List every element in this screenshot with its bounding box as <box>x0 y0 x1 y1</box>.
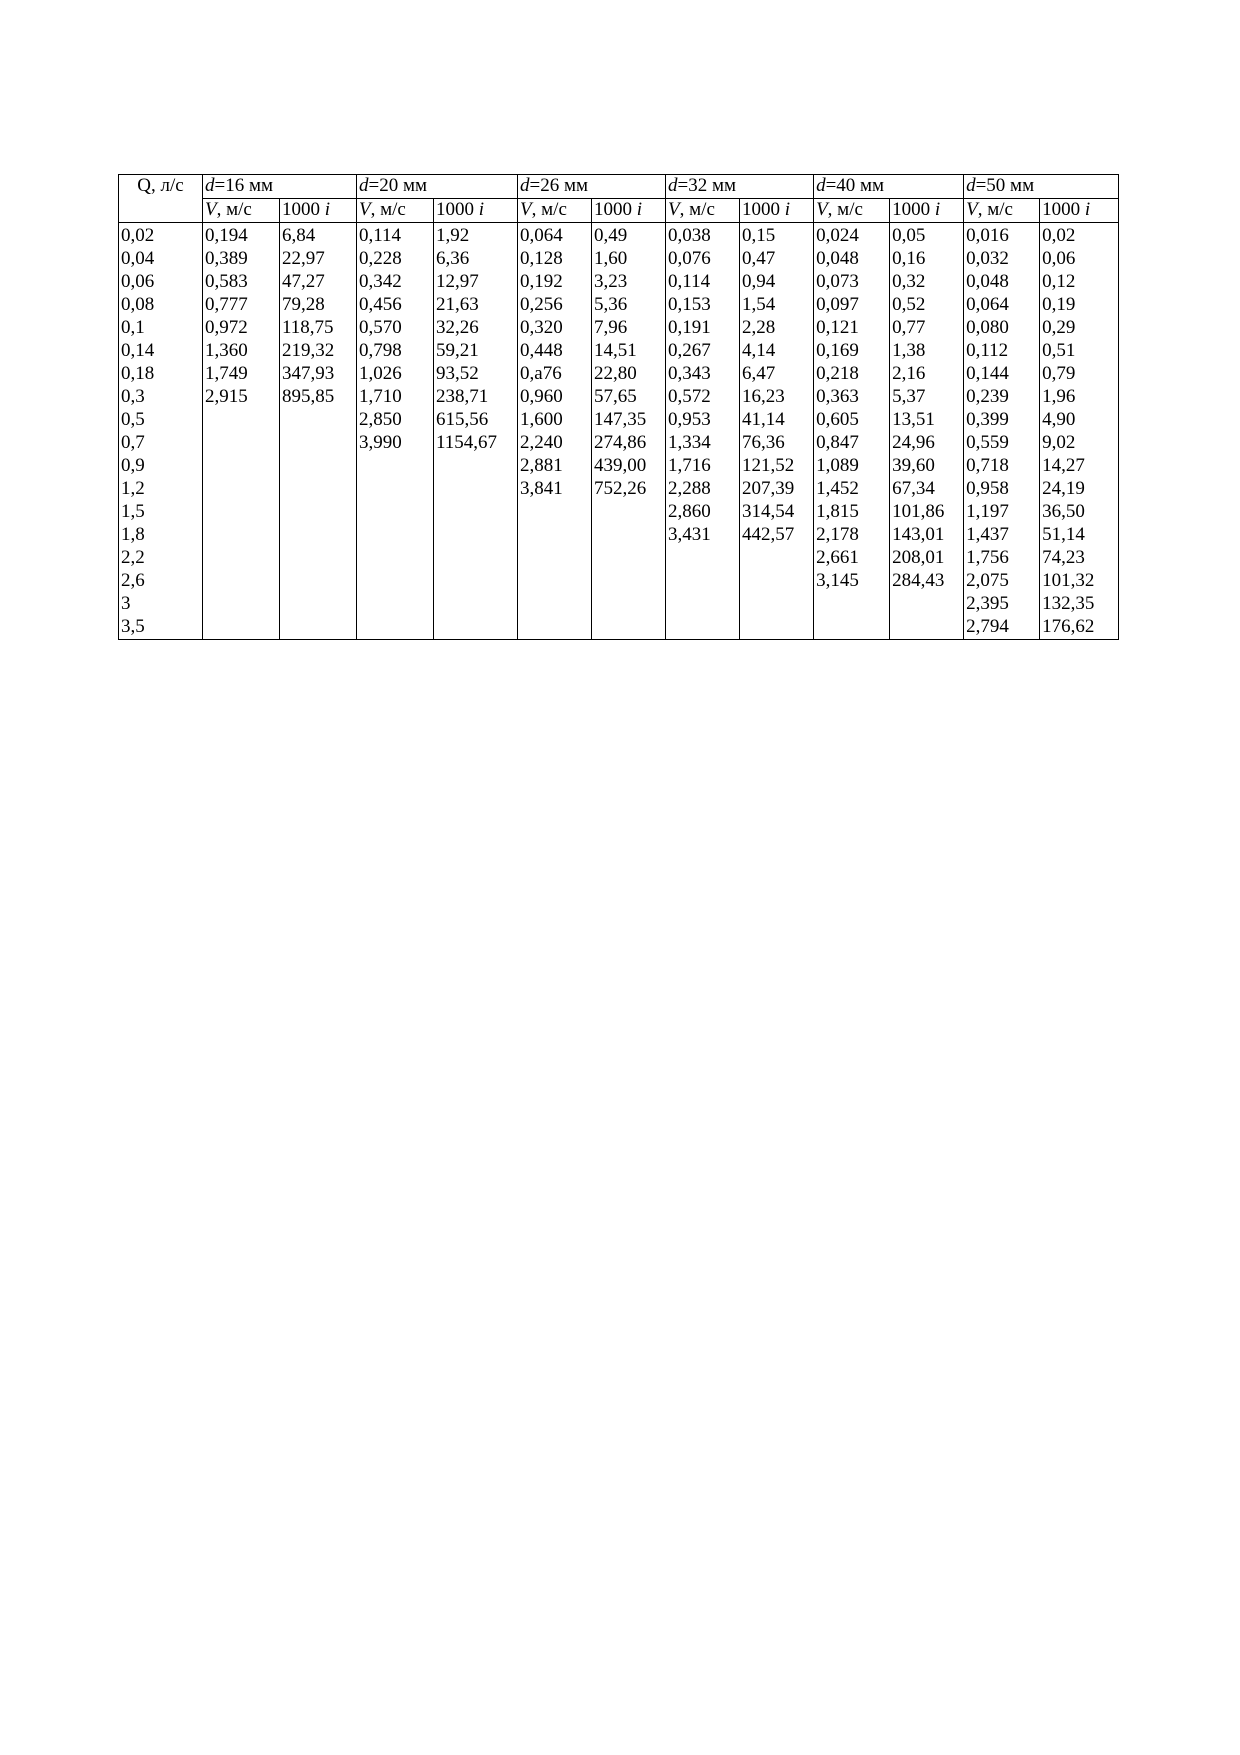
head-loss-subheader: 1000 i <box>434 199 518 223</box>
table-row <box>119 501 1119 524</box>
flow-rate-cell: 0,7 <box>119 432 203 455</box>
velocity-cell: 0,343 <box>666 363 740 386</box>
head-loss-cell <box>740 593 814 616</box>
velocity-cell: 0,256 <box>518 294 592 317</box>
velocity-cell: 1,360 <box>203 340 280 363</box>
velocity-cell: 1,089 <box>814 455 890 478</box>
head-loss-cell: 74,23 <box>1040 547 1119 570</box>
head-loss-cell: 76,36 <box>740 432 814 455</box>
velocity-cell: 0,572 <box>666 386 740 409</box>
diameter-header-40: d=40 мм <box>814 175 964 199</box>
head-loss-cell <box>280 616 357 640</box>
table-row <box>119 317 1119 340</box>
head-loss-cell <box>434 593 518 616</box>
flow-rate-cell: 0,1 <box>119 317 203 340</box>
velocity-cell: 0,191 <box>666 317 740 340</box>
velocity-cell: 0,016 <box>964 223 1040 249</box>
flow-rate-cell: 0,18 <box>119 363 203 386</box>
velocity-cell: 0,a76 <box>518 363 592 386</box>
velocity-cell <box>357 616 434 640</box>
velocity-cell: 0,239 <box>964 386 1040 409</box>
velocity-cell <box>203 432 280 455</box>
velocity-cell: 0,605 <box>814 409 890 432</box>
head-loss-cell <box>890 593 964 616</box>
flow-rate-cell: 0,9 <box>119 455 203 478</box>
flow-rate-cell: 0,02 <box>119 223 203 249</box>
head-loss-cell: 14,51 <box>592 340 666 363</box>
velocity-cell: 2,395 <box>964 593 1040 616</box>
velocity-cell: 0,128 <box>518 248 592 271</box>
head-loss-cell <box>280 455 357 478</box>
velocity-cell: 0,228 <box>357 248 434 271</box>
velocity-cell <box>814 616 890 640</box>
head-loss-cell <box>592 501 666 524</box>
velocity-cell: 2,178 <box>814 524 890 547</box>
velocity-cell: 2,288 <box>666 478 740 501</box>
head-loss-cell: 439,00 <box>592 455 666 478</box>
velocity-cell: 0,958 <box>964 478 1040 501</box>
velocity-cell: 0,559 <box>964 432 1040 455</box>
velocity-cell: 0,777 <box>203 294 280 317</box>
velocity-cell: 0,097 <box>814 294 890 317</box>
flow-rate-cell: 3,5 <box>119 616 203 640</box>
velocity-cell: 0,847 <box>814 432 890 455</box>
velocity-cell <box>357 547 434 570</box>
flow-rate-cell: 0,06 <box>119 271 203 294</box>
head-loss-cell <box>280 547 357 570</box>
head-loss-cell: 5,36 <box>592 294 666 317</box>
table-row <box>119 248 1119 271</box>
head-loss-cell: 143,01 <box>890 524 964 547</box>
velocity-cell: 0,320 <box>518 317 592 340</box>
head-loss-cell: 101,86 <box>890 501 964 524</box>
head-loss-subheader: 1000 i <box>740 199 814 223</box>
head-loss-cell: 895,85 <box>280 386 357 409</box>
table-row <box>119 223 1119 249</box>
head-loss-cell: 0,49 <box>592 223 666 249</box>
head-loss-cell <box>740 616 814 640</box>
velocity-cell <box>518 593 592 616</box>
head-loss-cell: 442,57 <box>740 524 814 547</box>
head-loss-cell: 118,75 <box>280 317 357 340</box>
head-loss-cell <box>592 616 666 640</box>
table-row <box>119 478 1119 501</box>
velocity-cell: 1,815 <box>814 501 890 524</box>
head-loss-cell: 9,02 <box>1040 432 1119 455</box>
velocity-subheader: V, м/с <box>666 199 740 223</box>
head-loss-cell: 347,93 <box>280 363 357 386</box>
head-loss-cell: 6,47 <box>740 363 814 386</box>
velocity-cell: 3,145 <box>814 570 890 593</box>
head-loss-cell: 4,14 <box>740 340 814 363</box>
velocity-cell: 3,431 <box>666 524 740 547</box>
head-loss-cell <box>434 478 518 501</box>
velocity-cell: 0,169 <box>814 340 890 363</box>
head-loss-cell: 314,54 <box>740 501 814 524</box>
head-loss-cell: 0,06 <box>1040 248 1119 271</box>
velocity-cell: 2,881 <box>518 455 592 478</box>
diameter-header-26: d=26 мм <box>518 175 666 199</box>
head-loss-cell: 24,96 <box>890 432 964 455</box>
head-loss-cell <box>434 455 518 478</box>
velocity-cell: 0,570 <box>357 317 434 340</box>
head-loss-cell: 22,97 <box>280 248 357 271</box>
head-loss-cell: 57,65 <box>592 386 666 409</box>
head-loss-cell: 14,27 <box>1040 455 1119 478</box>
velocity-cell: 0,267 <box>666 340 740 363</box>
head-loss-cell <box>280 501 357 524</box>
velocity-cell: 0,448 <box>518 340 592 363</box>
velocity-cell <box>666 616 740 640</box>
head-loss-cell: 0,05 <box>890 223 964 249</box>
velocity-cell: 0,114 <box>666 271 740 294</box>
head-loss-cell <box>280 570 357 593</box>
head-loss-cell: 47,27 <box>280 271 357 294</box>
velocity-cell <box>357 570 434 593</box>
velocity-cell <box>203 455 280 478</box>
head-loss-cell: 208,01 <box>890 547 964 570</box>
head-loss-cell: 36,50 <box>1040 501 1119 524</box>
head-loss-cell: 51,14 <box>1040 524 1119 547</box>
velocity-subheader: V, м/с <box>964 199 1040 223</box>
head-loss-cell <box>280 593 357 616</box>
velocity-cell: 3,990 <box>357 432 434 455</box>
velocity-cell: 0,960 <box>518 386 592 409</box>
head-loss-cell: 4,90 <box>1040 409 1119 432</box>
head-loss-cell <box>280 409 357 432</box>
velocity-subheader: V, м/с <box>357 199 434 223</box>
velocity-cell: 1,749 <box>203 363 280 386</box>
head-loss-cell: 6,36 <box>434 248 518 271</box>
velocity-cell: 0,218 <box>814 363 890 386</box>
velocity-cell <box>357 501 434 524</box>
header-row-subcolumns <box>119 199 1119 223</box>
table-row <box>119 455 1119 478</box>
head-loss-cell <box>434 501 518 524</box>
velocity-cell: 0,032 <box>964 248 1040 271</box>
head-loss-cell: 284,43 <box>890 570 964 593</box>
flow-rate-cell: 0,04 <box>119 248 203 271</box>
velocity-cell: 0,194 <box>203 223 280 249</box>
head-loss-cell: 67,34 <box>890 478 964 501</box>
velocity-cell: 1,756 <box>964 547 1040 570</box>
table-row <box>119 409 1119 432</box>
table-row <box>119 570 1119 593</box>
hydraulic-table <box>118 174 1119 640</box>
flow-rate-cell: 2,6 <box>119 570 203 593</box>
head-loss-cell: 101,32 <box>1040 570 1119 593</box>
diameter-header-20: d=20 мм <box>357 175 518 199</box>
head-loss-cell: 1154,67 <box>434 432 518 455</box>
head-loss-cell <box>434 524 518 547</box>
head-loss-cell: 0,32 <box>890 271 964 294</box>
velocity-cell: 0,153 <box>666 294 740 317</box>
table-row <box>119 432 1119 455</box>
velocity-cell: 2,794 <box>964 616 1040 640</box>
velocity-cell: 1,026 <box>357 363 434 386</box>
diameter-header-16: d=16 мм <box>203 175 357 199</box>
flow-rate-cell: 0,08 <box>119 294 203 317</box>
head-loss-subheader: 1000 i <box>280 199 357 223</box>
flow-rate-cell: 1,5 <box>119 501 203 524</box>
head-loss-cell: 6,84 <box>280 223 357 249</box>
table-body <box>119 223 1119 640</box>
head-loss-cell <box>434 570 518 593</box>
head-loss-cell: 2,28 <box>740 317 814 340</box>
velocity-cell: 0,363 <box>814 386 890 409</box>
table-row <box>119 547 1119 570</box>
velocity-cell: 2,915 <box>203 386 280 409</box>
velocity-cell <box>203 570 280 593</box>
header-row-diameters <box>119 175 1119 199</box>
velocity-cell <box>666 593 740 616</box>
velocity-cell <box>518 501 592 524</box>
velocity-cell: 0,064 <box>518 223 592 249</box>
head-loss-cell: 207,39 <box>740 478 814 501</box>
flow-rate-header: Q, л/с <box>119 175 203 223</box>
velocity-cell: 1,716 <box>666 455 740 478</box>
table-row <box>119 363 1119 386</box>
table-row <box>119 386 1119 409</box>
table-row <box>119 294 1119 317</box>
head-loss-cell: 274,86 <box>592 432 666 455</box>
velocity-cell: 0,080 <box>964 317 1040 340</box>
diameter-header-50: d=50 мм <box>964 175 1119 199</box>
flow-rate-cell: 1,8 <box>119 524 203 547</box>
head-loss-cell: 39,60 <box>890 455 964 478</box>
velocity-cell: 0,798 <box>357 340 434 363</box>
head-loss-cell: 79,28 <box>280 294 357 317</box>
velocity-cell: 0,024 <box>814 223 890 249</box>
flow-rate-cell: 0,3 <box>119 386 203 409</box>
velocity-cell: 1,437 <box>964 524 1040 547</box>
velocity-cell: 1,710 <box>357 386 434 409</box>
velocity-cell <box>357 524 434 547</box>
head-loss-cell: 1,92 <box>434 223 518 249</box>
velocity-cell <box>203 524 280 547</box>
velocity-cell: 0,389 <box>203 248 280 271</box>
head-loss-cell: 41,14 <box>740 409 814 432</box>
head-loss-cell: 13,51 <box>890 409 964 432</box>
flow-rate-cell: 1,2 <box>119 478 203 501</box>
velocity-cell: 1,452 <box>814 478 890 501</box>
velocity-cell: 0,048 <box>964 271 1040 294</box>
head-loss-cell: 93,52 <box>434 363 518 386</box>
velocity-cell <box>666 547 740 570</box>
head-loss-cell: 132,35 <box>1040 593 1119 616</box>
velocity-cell: 2,850 <box>357 409 434 432</box>
head-loss-cell <box>280 432 357 455</box>
velocity-cell: 2,661 <box>814 547 890 570</box>
head-loss-subheader: 1000 i <box>1040 199 1119 223</box>
velocity-cell: 0,038 <box>666 223 740 249</box>
velocity-cell: 0,456 <box>357 294 434 317</box>
head-loss-cell: 615,56 <box>434 409 518 432</box>
head-loss-cell: 5,37 <box>890 386 964 409</box>
head-loss-cell <box>434 547 518 570</box>
head-loss-cell: 3,23 <box>592 271 666 294</box>
flow-rate-cell: 2,2 <box>119 547 203 570</box>
head-loss-cell: 0,52 <box>890 294 964 317</box>
head-loss-cell: 0,77 <box>890 317 964 340</box>
head-loss-cell: 0,79 <box>1040 363 1119 386</box>
velocity-subheader: V, м/с <box>518 199 592 223</box>
velocity-cell: 0,972 <box>203 317 280 340</box>
table-header <box>119 175 1119 223</box>
head-loss-cell <box>592 524 666 547</box>
head-loss-cell: 238,71 <box>434 386 518 409</box>
table-row <box>119 616 1119 640</box>
head-loss-cell: 0,15 <box>740 223 814 249</box>
velocity-cell: 0,064 <box>964 294 1040 317</box>
head-loss-cell: 22,80 <box>592 363 666 386</box>
head-loss-cell <box>890 616 964 640</box>
velocity-cell: 1,334 <box>666 432 740 455</box>
velocity-subheader: V, м/с <box>203 199 280 223</box>
velocity-cell: 0,121 <box>814 317 890 340</box>
head-loss-cell <box>434 616 518 640</box>
head-loss-cell <box>592 570 666 593</box>
head-loss-cell: 147,35 <box>592 409 666 432</box>
head-loss-cell: 0,02 <box>1040 223 1119 249</box>
velocity-cell: 0,342 <box>357 271 434 294</box>
velocity-cell: 0,144 <box>964 363 1040 386</box>
velocity-cell: 2,075 <box>964 570 1040 593</box>
velocity-cell <box>518 547 592 570</box>
velocity-cell <box>518 524 592 547</box>
velocity-cell <box>357 593 434 616</box>
head-loss-cell: 0,51 <box>1040 340 1119 363</box>
table-row <box>119 340 1119 363</box>
head-loss-cell: 176,62 <box>1040 616 1119 640</box>
head-loss-cell: 0,47 <box>740 248 814 271</box>
head-loss-cell <box>740 547 814 570</box>
velocity-cell: 0,583 <box>203 271 280 294</box>
head-loss-subheader: 1000 i <box>592 199 666 223</box>
head-loss-cell: 0,29 <box>1040 317 1119 340</box>
velocity-cell: 0,399 <box>964 409 1040 432</box>
velocity-subheader: V, м/с <box>814 199 890 223</box>
velocity-cell: 0,048 <box>814 248 890 271</box>
velocity-cell <box>518 570 592 593</box>
velocity-cell <box>518 616 592 640</box>
flow-rate-cell: 0,14 <box>119 340 203 363</box>
head-loss-cell: 7,96 <box>592 317 666 340</box>
velocity-cell <box>357 455 434 478</box>
velocity-cell: 0,953 <box>666 409 740 432</box>
velocity-cell: 2,240 <box>518 432 592 455</box>
velocity-cell: 0,192 <box>518 271 592 294</box>
head-loss-subheader: 1000 i <box>890 199 964 223</box>
velocity-cell: 0,718 <box>964 455 1040 478</box>
flow-rate-cell: 3 <box>119 593 203 616</box>
table-row <box>119 524 1119 547</box>
head-loss-cell: 24,19 <box>1040 478 1119 501</box>
head-loss-cell: 21,63 <box>434 294 518 317</box>
head-loss-cell: 1,96 <box>1040 386 1119 409</box>
head-loss-cell: 752,26 <box>592 478 666 501</box>
velocity-cell: 1,197 <box>964 501 1040 524</box>
head-loss-cell: 219,32 <box>280 340 357 363</box>
head-loss-cell <box>592 593 666 616</box>
head-loss-cell: 0,94 <box>740 271 814 294</box>
head-loss-cell: 59,21 <box>434 340 518 363</box>
head-loss-cell: 1,38 <box>890 340 964 363</box>
velocity-cell: 0,112 <box>964 340 1040 363</box>
velocity-cell <box>203 547 280 570</box>
diameter-header-32: d=32 мм <box>666 175 814 199</box>
head-loss-cell: 2,16 <box>890 363 964 386</box>
velocity-cell <box>203 478 280 501</box>
head-loss-cell: 12,97 <box>434 271 518 294</box>
velocity-cell: 2,860 <box>666 501 740 524</box>
head-loss-cell: 121,52 <box>740 455 814 478</box>
head-loss-cell: 16,23 <box>740 386 814 409</box>
table-row <box>119 271 1119 294</box>
velocity-cell <box>203 593 280 616</box>
velocity-cell: 1,600 <box>518 409 592 432</box>
velocity-cell: 0,073 <box>814 271 890 294</box>
velocity-cell <box>666 570 740 593</box>
head-loss-cell: 1,54 <box>740 294 814 317</box>
head-loss-cell: 0,12 <box>1040 271 1119 294</box>
velocity-cell: 0,076 <box>666 248 740 271</box>
velocity-cell <box>814 593 890 616</box>
head-loss-cell: 0,19 <box>1040 294 1119 317</box>
velocity-cell: 0,114 <box>357 223 434 249</box>
velocity-cell <box>203 501 280 524</box>
head-loss-cell <box>280 524 357 547</box>
velocity-cell: 3,841 <box>518 478 592 501</box>
head-loss-cell <box>592 547 666 570</box>
velocity-cell <box>357 478 434 501</box>
head-loss-cell: 32,26 <box>434 317 518 340</box>
head-loss-cell <box>740 570 814 593</box>
head-loss-cell <box>280 478 357 501</box>
velocity-cell <box>203 616 280 640</box>
flow-rate-cell: 0,5 <box>119 409 203 432</box>
velocity-cell <box>203 409 280 432</box>
table-row <box>119 593 1119 616</box>
head-loss-cell: 1,60 <box>592 248 666 271</box>
head-loss-cell: 0,16 <box>890 248 964 271</box>
